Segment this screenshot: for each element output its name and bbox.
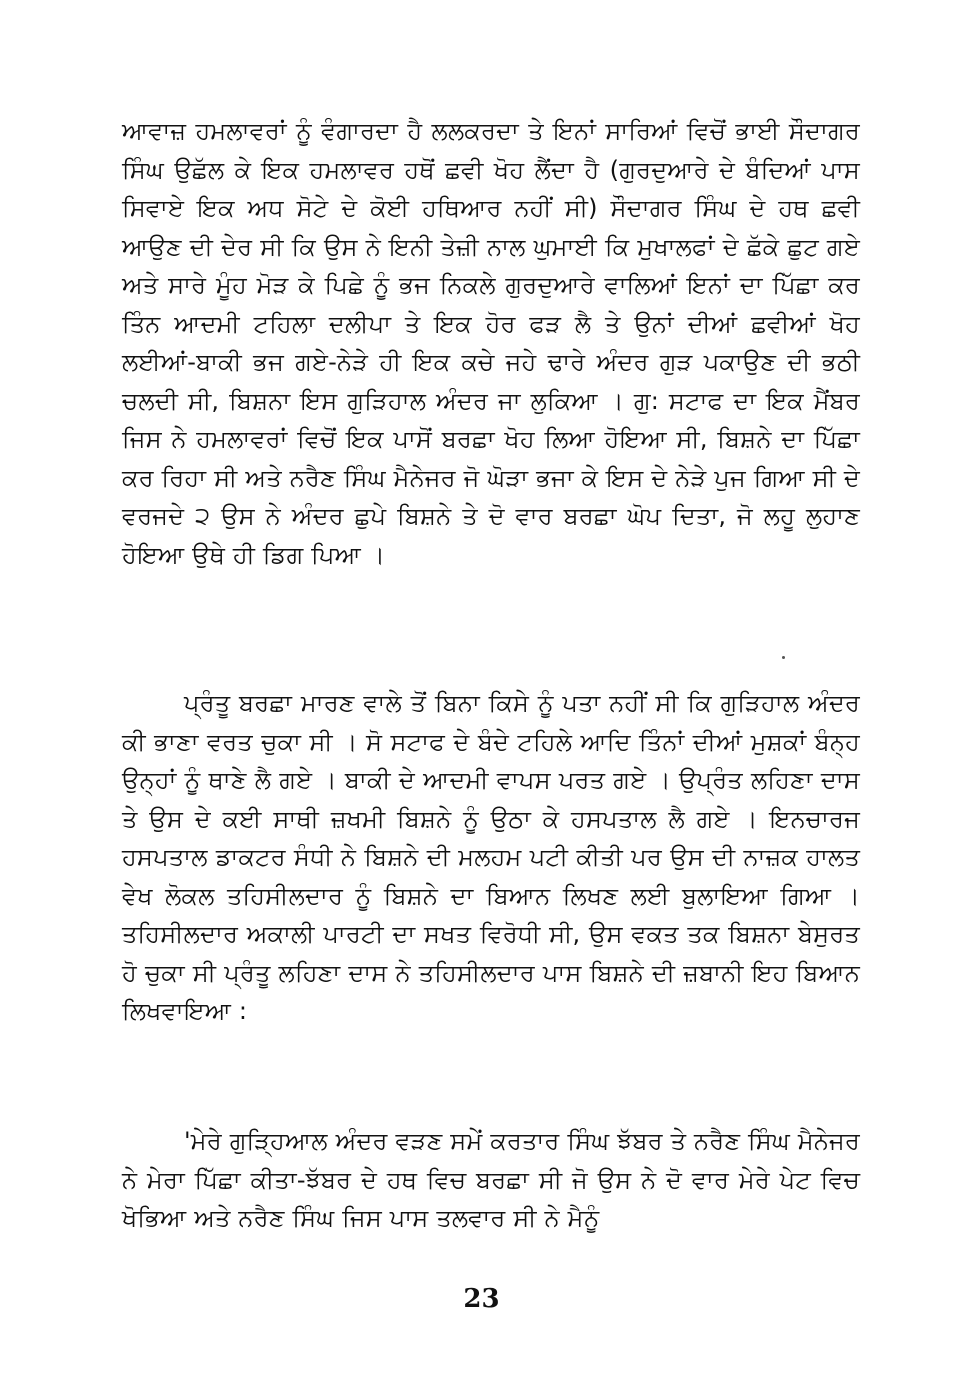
paragraph-3 <box>122 1122 860 1238</box>
scan-speck <box>782 656 785 659</box>
paragraph-1-text: ਆਵਾਜ਼ ਹਮਲਾਵਰਾਂ ਨੂੰ ਵੰਗਾਰਦਾ ਹੈ ਲਲਕਰਦਾ ਤੇ ਇਨਾਂ ਸਾਰਿਆਂ ਵਿਚੋਂ ਭਾਈ ਸੌਦਾਗਰ ਸਿੰਘ ਉਛੱਲ ਕੇ ਇਕ ਹਮਲਾਵਰ ਹਥੋਂ ਛਵੀ ਖੋਹ ਲੈਂਦਾ ਹੈ (ਗੁਰਦੁਆਰੇ ਦੇ ਬੰਦਿਆਂ ਪਾਸ ਸਿਵਾਏ ਇਕ ਅਧ ਸੋਟੇ ਦੇ ਕੋਈ ਹਥਿਆਰ ਨਹੀਂ ਸੀ) ਸੌਦਾਗਰ ਸਿੰਘ ਦੇ ਹਥ ਛਵੀ ਆਉਣ ਦੀ ਦੇਰ ਸੀ ਕਿ ਉਸ ਨੇ ਇਨੀ ਤੇਜ਼ੀ ਨਾਲ ਘੁਮਾਈ ਕਿ ਮੁਖਾਲਫਾਂ ਦੇ ਛੱਕੇ ਛੁਟ ਗਏ ਅਤੇ ਸਾਰੇ ਮੂੰਹ ਮੋੜ ਕੇ ਪਿਛੇ ਨੂੰ ਭਜ ਨਿਕਲੇ ਗੁਰਦੁਆਰੇ ਵਾਲਿਆਂ ਇਨਾਂ ਦਾ ਪਿੱਛਾ ਕਰ ਤਿੰਨ ਆਦਮੀ ਟਹਿਲਾ ਦਲੀਪਾ ਤੇ ਇਕ ਹੋਰ ਫੜ ਲੈ ਤੇ ਉਨਾਂ ਦੀਆਂ ਛਵੀਆਂ ਖੋਹ ਲਈਆਂ-ਬਾਕੀ ਭਜ ਗਏ-ਨੇੜੇ ਹੀ ਇਕ ਕਚੇ ਜਹੇ ਢਾਰੇ ਅੰਦਰ ਗੁੜ ਪਕਾਉਣ ਦੀ ਭਠੀ ਚਲਦੀ ਸੀ, ਬਿਸ਼ਨਾ ਇਸ ਗੁੜਿਹਾਲ ਅੰਦਰ ਜਾ ਲੁਕਿਆ । ਗੁ: ਸਟਾਫ ਦਾ ਇਕ ਮੈਂਬਰ ਜਿਸ ਨੇ ਹਮਲਾਵਰਾਂ ਵਿਚੋਂ ਇਕ ਪਾਸੋਂ ਬਰਛਾ ਖੋਹ ਲਿਆ ਹੋਇਆ ਸੀ, ਬਿਸ਼ਨੇ ਦਾ ਪਿੱਛਾ ਕਰ ਰਿਹਾ ਸੀ ਅਤੇ ਨਰੈਣ ਸਿੰਘ ਮੈਨੇਜਰ ਜੋ ਘੋੜਾ ਭਜਾ ਕੇ ਇਸ ਦੇ ਨੇੜੇ ਪੁਜ ਗਿਆ ਸੀ ਦੇ ਵਰਜਦੇ ੨ ਉਸ ਨੇ ਅੰਦਰ ਛੁਪੇ ਬਿਸ਼ਨੇ ਤੇ ਦੋ ਵਾਰ ਬਰਛਾ ਘੋਪ ਦਿਤਾ, ਜੋ ਲਹੂ ਲੁਹਾਣ ਹੋਇਆ ਉਥੇ ਹੀ ਡਿਗ ਪਿਆ । <box>122 117 860 569</box>
page-number: 23 <box>463 1284 500 1314</box>
paragraph-2 <box>122 684 860 1031</box>
paragraph-1 <box>122 112 860 574</box>
paragraph-2-text: ਪ੍ਰੰਤੂ ਬਰਛਾ ਮਾਰਣ ਵਾਲੇ ਤੋਂ ਬਿਨਾ ਕਿਸੇ ਨੂੰ ਪਤਾ ਨਹੀਂ ਸੀ ਕਿ ਗੁੜਿਹਾਲ ਅੰਦਰ ਕੀ ਭਾਣਾ ਵਰਤ ਚੁਕਾ ਸੀ । ਸੋ ਸਟਾਫ ਦੇ ਬੰਦੇ ਟਹਿਲੇ ਆਦਿ ਤਿੰਨਾਂ ਦੀਆਂ ਮੁਸ਼ਕਾਂ ਬੰਨ੍ਹ ਉਨ੍ਹਾਂ ਨੂੰ ਥਾਣੇ ਲੈ ਗਏ । ਬਾਕੀ ਦੇ ਆਦਮੀ ਵਾਪਸ ਪਰਤ ਗਏ । ਉਪ੍ਰੰਤ ਲਹਿਣਾ ਦਾਸ ਤੇ ਉਸ ਦੇ ਕਈ ਸਾਥੀ ਜ਼ਖਮੀ ਬਿਸ਼ਨੇ ਨੂੰ ਉਠਾ ਕੇ ਹਸਪਤਾਲ ਲੈ ਗਏ । ਇਨਚਾਰਜ ਹਸਪਤਾਲ ਡਾਕਟਰ ਸੰਧੀ ਨੇ ਬਿਸ਼ਨੇ ਦੀ ਮਲਹਮ ਪਟੀ ਕੀਤੀ ਪਰ ਉਸ ਦੀ ਨਾਜ਼ਕ ਹਾਲਤ ਵੇਖ ਲੋਕਲ ਤਹਿਸੀਲਦਾਰ ਨੂੰ ਬਿਸ਼ਨੇ ਦਾ ਬਿਆਨ ਲਿਖਣ ਲਈ ਬੁਲਾਇਆ ਗਿਆ । ਤਹਿਸੀਲਦਾਰ ਅਕਾਲੀ ਪਾਰਟੀ ਦਾ ਸਖਤ ਵਿਰੋਧੀ ਸੀ, ਉਸ ਵਕਤ ਤਕ ਬਿਸ਼ਨਾ ਬੇਸੁਰਤ ਹੋ ਚੁਕਾ ਸੀ ਪ੍ਰੰਤੂ ਲਹਿਣਾ ਦਾਸ ਨੇ ਤਹਿਸੀਲਦਾਰ ਪਾਸ ਬਿਸ਼ਨੇ ਦੀ ਜ਼ਬਾਨੀ ਇਹ ਬਿਆਨ ਲਿਖਵਾਇਆ : <box>122 689 860 1025</box>
paragraph-3-text: 'ਮੇਰੇ ਗੁੜ੍ਹਿਆਲ ਅੰਦਰ ਵੜਣ ਸਮੇਂ ਕਰਤਾਰ ਸਿੰਘ ਝੱਬਰ ਤੇ ਨਰੈਣ ਸਿੰਘ ਮੈਨੇਜਰ ਨੇ ਮੇਰਾ ਪਿੱਛਾ ਕੀਤਾ-ਝੱਬਰ ਦੇ ਹਥ ਵਿਚ ਬਰਛਾ ਸੀ ਜੋ ਉਸ ਨੇ ਦੋ ਵਾਰ ਮੇਰੇ ਪੇਟ ਵਿਚ ਖੋਭਿਆ ਅਤੇ ਨਰੈਣ ਸਿੰਘ ਜਿਸ ਪਾਸ ਤਲਵਾਰ ਸੀ ਨੇ ਮੈਨੂੰ <box>122 1127 860 1232</box>
